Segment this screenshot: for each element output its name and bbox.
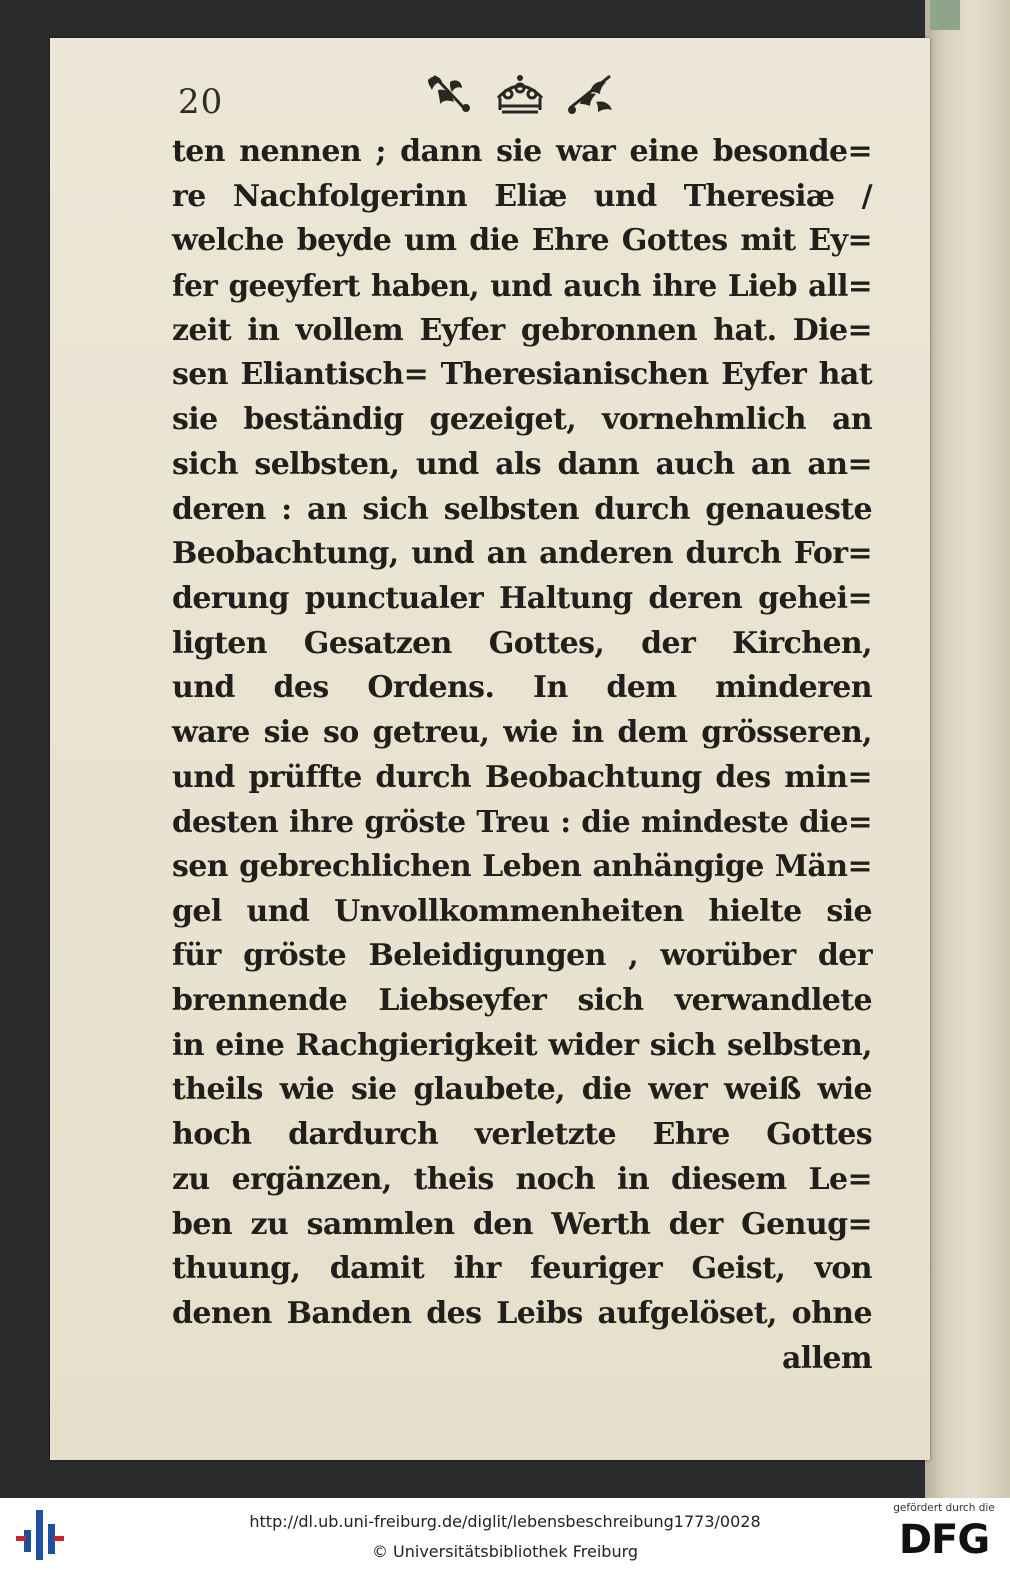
text-line: desten ihre gröste Treu : die mindeste die=: [172, 804, 872, 840]
text-line: Beobachtung, und an anderen durch For=: [172, 536, 872, 572]
text-line: deren : an sich selbsten durch genaueste: [172, 491, 872, 527]
text-line: und des Ordens. In dem minderen: [172, 670, 872, 706]
text-line: für gröste Beleidigungen , worüber der: [172, 938, 872, 974]
dfg-caption: gefördert durch die: [893, 1502, 995, 1514]
text-line: welche beyde um die Ehre Gottes mit Ey=: [172, 223, 872, 259]
text-line: thuung, damit ihr feuriger Geist, von: [172, 1251, 872, 1287]
text-line: ware sie so getreu, wie in dem grösseren,: [172, 714, 872, 750]
text-line: in eine Rachgierigkeit wider sich selbsten,: [172, 1027, 872, 1063]
text-line: zeit in vollem Eyfer gebronnen hat. Die=: [172, 312, 872, 348]
text-line: brennende Liebseyfer sich verwandlete: [172, 983, 872, 1019]
page-number: 20: [178, 82, 224, 122]
text-line: hoch dardurch verletzte Ehre Gottes: [172, 1117, 872, 1153]
catchword: allem: [781, 1340, 872, 1376]
text-line: derung punctualer Haltung deren gehei=: [172, 580, 872, 616]
dfg-logo: DFG: [898, 1517, 990, 1563]
text-line: denen Banden des Leibs aufgelöset, ohne: [172, 1295, 872, 1331]
text-line: gel und Unvollkommenheiten hielte sie: [172, 893, 872, 929]
page-text-block: [172, 130, 872, 1381]
spine-color-strip: [930, 0, 960, 30]
text-line: sen gebrechlichen Leben anhängige Män=: [172, 849, 872, 884]
text-line: sich selbsten, und als dann auch an an=: [172, 446, 872, 482]
text-line: sen Eliantisch= Theresianischen Eyfer hat: [172, 357, 872, 393]
text-line: ligten Gesatzen Gottes, der Kirchen,: [172, 625, 872, 661]
text-line: sie beständig gezeiget, vornehmlich an: [172, 402, 872, 438]
text-line: re Nachfolgerinn Eliæ und Theresiæ /: [172, 178, 872, 214]
copyright-notice: © Universitätsbibliothek Freiburg: [371, 1542, 639, 1561]
crown-ornament-icon: [420, 68, 620, 120]
text-line: ten nennen ; dann sie war eine besonde=: [172, 134, 872, 169]
text-line: und prüffte durch Beobachtung des min=: [172, 759, 872, 795]
viewer-footer: [0, 1498, 1010, 1570]
book-spine-edge: [925, 0, 1010, 1498]
text-line: fer geeyfert haben, und auch ihre Lieb all=: [172, 268, 872, 304]
text-line: ben zu sammlen den Werth der Genug=: [172, 1206, 872, 1242]
text-line: theils wie sie glaubete, die wer weiß wie: [172, 1072, 872, 1108]
dfg-funding-badge[interactable]: [888, 1502, 1000, 1566]
page-url-link[interactable]: http://dl.ub.uni-freiburg.de/diglit/lebensbeschreibung1773/0028: [249, 1512, 761, 1531]
text-line: zu ergänzen, theis noch in diesem Le=: [172, 1161, 872, 1197]
